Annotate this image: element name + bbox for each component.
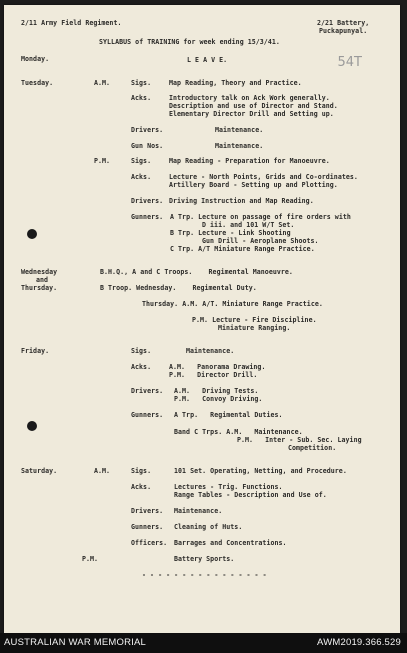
- saturday-acks: Acks.: [131, 483, 152, 491]
- tuesday-am-drivers-text: Maintenance.: [215, 126, 264, 134]
- tuesday-pm-gunners-line: C Trp. A/T Miniature Range Practice.: [170, 245, 315, 253]
- saturday-officers-text: Barrages and Concentrations.: [174, 539, 287, 547]
- tuesday-am-acks-line: Introductory talk on Ack Work generally.: [169, 94, 330, 102]
- day-saturday: Saturday.: [21, 467, 58, 475]
- friday-acks: Acks.: [131, 363, 152, 371]
- archive-name: AUSTRALIAN WAR MEMORIAL: [4, 637, 147, 648]
- tuesday-pm-drivers: Drivers.: [131, 197, 164, 205]
- saturday-sigs: Sigs.: [131, 467, 152, 475]
- tuesday-am-sigs-text: Map Reading, Theory and Practice.: [169, 79, 302, 87]
- tuesday-pm-acks: Acks.: [131, 173, 152, 181]
- tuesday-pm-gunners-line: B Trp. Lecture - Link Shooting: [170, 229, 291, 237]
- tuesday-pm-sigs-text: Map Reading - Preparation for Manoeuvre.: [169, 157, 330, 165]
- friday-acks-line: A.M. Panorama Drawing.: [169, 363, 266, 371]
- saturday-gunners-text: Cleaning of Huts.: [174, 523, 243, 531]
- punch-hole: [27, 229, 37, 239]
- tuesday-pm-acks-line: Lecture - North Points, Grids and Co-ordinates.: [169, 173, 358, 181]
- tuesday-pm-acks-line: Artillery Board - Setting up and Plotting.: [169, 181, 338, 189]
- friday-acks-line: P.M. Director Drill.: [169, 371, 258, 379]
- tuesday-pm-gunners: Gunners.: [131, 213, 164, 221]
- saturday-officers: Officers.: [131, 539, 168, 547]
- punch-hole: [27, 421, 37, 431]
- saturday-acks-line: Lectures - Trig. Functions.: [174, 483, 283, 491]
- day-thursday: Thursday.: [21, 284, 58, 292]
- thursday-line: Thursday. A.M. A/T. Miniature Range Practice.: [142, 300, 323, 308]
- tuesday-am-acks: Acks.: [131, 94, 152, 102]
- battery-name: 2/21 Battery,: [317, 19, 370, 27]
- tuesday-am-gun-text: Maintenance.: [215, 142, 264, 150]
- friday-band-line: P.M. Inter - Sub. Sec. Laying: [237, 436, 362, 444]
- saturday-pm-text: Battery Sports.: [174, 555, 235, 563]
- saturday-pm-label: P.M.: [82, 555, 99, 563]
- archive-reference: AWM2019.366.529: [317, 637, 401, 648]
- place-name: Puckapunyal.: [319, 27, 368, 35]
- tuesday-am-label: A.M.: [94, 79, 111, 87]
- unit-name: 2/11 Army Field Regiment.: [21, 19, 122, 27]
- tuesday-pm-sigs: Sigs.: [131, 157, 152, 165]
- friday-gunners-text: A Trp. Regimental Duties.: [174, 411, 283, 419]
- friday-drivers-line: P.M. Convoy Driving.: [174, 395, 263, 403]
- friday-drivers: Drivers.: [131, 387, 164, 395]
- closing-rule: - - - - - - - - - - - - - - - -: [142, 571, 267, 579]
- friday-sigs-text: Maintenance.: [186, 347, 235, 355]
- day-and: and: [36, 276, 49, 284]
- monday-leave: L E A V E.: [187, 56, 228, 64]
- friday-band-line: Band C Trps. A.M. Maintenance.: [174, 428, 303, 436]
- day-monday: Monday.: [21, 55, 50, 63]
- saturday-drivers: Drivers.: [131, 507, 164, 515]
- day-friday: Friday.: [21, 347, 50, 355]
- saturday-drivers-text: Maintenance.: [174, 507, 223, 515]
- saturday-gunners: Gunners.: [131, 523, 164, 531]
- tuesday-am-acks-line: Elementary Director Drill and Setting up.: [169, 110, 334, 118]
- document-page: [4, 5, 400, 633]
- saturday-sigs-text: 101 Set. Operating, Netting, and Procedure.: [174, 467, 347, 475]
- tuesday-pm-gunners-line: Gun Drill - Aeroplane Shoots.: [202, 237, 319, 245]
- tuesday-am-sigs: Sigs.: [131, 79, 152, 87]
- thursday-line: Miniature Ranging.: [218, 324, 291, 332]
- day-tuesday: Tuesday.: [21, 79, 54, 87]
- day-wednesday: Wednesday: [21, 268, 58, 276]
- tuesday-pm-drivers-text: Driving Instruction and Map Reading.: [169, 197, 314, 205]
- friday-drivers-line: A.M. Driving Tests.: [174, 387, 259, 395]
- friday-sigs: Sigs.: [131, 347, 152, 355]
- handwritten-annotation: 54T: [337, 55, 362, 70]
- tuesday-am-acks-line: Description and use of Director and Stand.: [169, 102, 338, 110]
- wednesday-line: B.H.Q., A and C Troops. Regimental Manoeuvre.: [100, 268, 293, 276]
- wednesday-line: B Troop. Wednesday. Regimental Duty.: [100, 284, 257, 292]
- document-title: SYLLABUS of TRAINING for week ending 15/3/41.: [99, 38, 280, 46]
- tuesday-pm-label: P.M.: [94, 157, 111, 165]
- tuesday-am-drivers: Drivers.: [131, 126, 164, 134]
- tuesday-pm-gunners-line: D iii. and 101 W/T Set.: [202, 221, 295, 229]
- tuesday-am-gun-nos: Gun Nos.: [131, 142, 164, 150]
- archive-footer-bar: [0, 633, 407, 653]
- saturday-acks-line: Range Tables - Description and Use of.: [174, 491, 327, 499]
- saturday-am-label: A.M.: [94, 467, 111, 475]
- tuesday-pm-gunners-line: A Trp. Lecture on passage of fire orders with: [170, 213, 351, 221]
- friday-gunners: Gunners.: [131, 411, 164, 419]
- friday-band-line: Competition.: [288, 444, 337, 452]
- thursday-line: P.M. Lecture - Fire Discipline.: [192, 316, 317, 324]
